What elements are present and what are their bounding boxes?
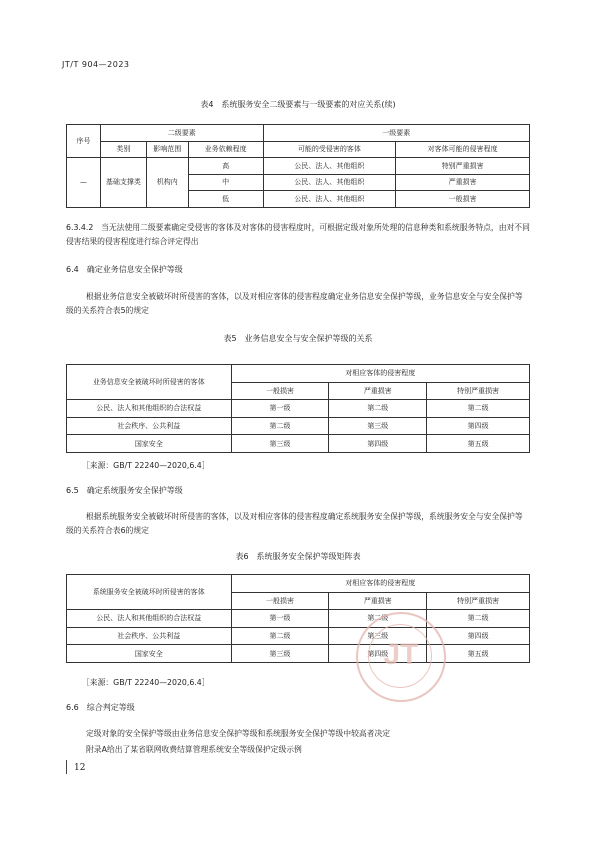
table5-cell: 第三级 xyxy=(329,417,427,435)
doc-id-header: JT/T 904—2023 xyxy=(62,60,130,69)
table4-cell-object: 公民、法人、其他组织 xyxy=(263,174,396,191)
table4-header-seq: 序号 xyxy=(67,125,101,158)
table6-cell: 第二级 xyxy=(427,610,530,628)
table4-cell-object: 公民、法人、其他组织 xyxy=(263,158,396,175)
table5-header-level: 严重损害 xyxy=(329,382,427,400)
table5-header-level: 特别严重损害 xyxy=(427,382,530,400)
table4-row-category: 基础支撑类 xyxy=(100,158,146,208)
table6-cell: 第四级 xyxy=(427,627,530,645)
table4-header-scope: 影响范围 xyxy=(146,141,188,158)
table5-cell: 第四级 xyxy=(427,417,530,435)
table6-cell: 第五级 xyxy=(427,645,530,663)
table6-header-object: 系统服务安全被破坏时所侵害的客体 xyxy=(67,575,232,610)
table4-header-level1: 一级要素 xyxy=(263,125,529,142)
section-6-5-title: 6.5 确定系统服务安全保护等级 xyxy=(66,486,183,495)
section-6-6-title: 6.6 综合判定等级 xyxy=(66,703,135,712)
paragraph-6-6-line1: 定级对象的安全保护等级由业务信息安全保护等级和系统服务安全保护等级中较高者决定 xyxy=(86,729,391,738)
section-6-4-title: 6.4 确定业务信息安全保护等级 xyxy=(66,265,183,274)
table6-cell: 第一级 xyxy=(231,610,329,628)
table4-header-dependency: 业务依赖程度 xyxy=(188,141,263,158)
table5-header-level: 一般损害 xyxy=(231,382,329,400)
paragraph-6-4: 根据业务信息安全被破坏时所侵害的客体，以及对相应客体的侵害程度确定业务信息安全保护等级，业务信息安全与安全保护等级的关系符合表5的规定 xyxy=(66,292,523,315)
table5-cell: 第二级 xyxy=(231,417,329,435)
table4-cell-harm: 特别严重损害 xyxy=(396,158,530,175)
table4-row-seq: — xyxy=(67,158,101,208)
table5-cell: 第三级 xyxy=(231,435,329,453)
table4-caption: 表4 系统服务安全二级要素与一级要素的对应关系(续) xyxy=(200,100,396,109)
table4-cell-harm: 一般损害 xyxy=(396,191,530,208)
table6-row-object: 公民、法人和其他组织的合法权益 xyxy=(67,610,232,628)
page-number-rule xyxy=(66,760,67,774)
table5-cell: 第四级 xyxy=(329,435,427,453)
watermark-stamp-text: JT xyxy=(383,638,419,671)
table5-row-object: 公民、法人和其他组织的合法权益 xyxy=(67,400,232,418)
table4 xyxy=(66,124,530,208)
table6-source: ［来源：GB/T 22240—2020,6.4］ xyxy=(82,678,210,687)
table4-cell-dependency: 高 xyxy=(188,158,263,175)
table4-cell-dependency: 中 xyxy=(188,174,263,191)
table5 xyxy=(66,364,530,453)
watermark-stamp xyxy=(356,612,446,702)
table5-header-harm: 对相应客体的侵害程度 xyxy=(231,365,529,383)
table6-cell: 第四级 xyxy=(329,645,427,663)
paragraph-6-3-4-2: 6.3.4.2 当无法使用二级要素确定受侵害的客体及对客体的侵害程度时，可根据定级对象所处理的信息种类和系统服务特点，由对不同侵害结果的侵害程度进行综合评定得出 xyxy=(66,223,530,246)
table4-row-scope: 机构内 xyxy=(146,158,188,208)
table5-row-object: 社会秩序、公共利益 xyxy=(67,417,232,435)
table6-cell: 第三级 xyxy=(231,645,329,663)
table6-cell: 第二级 xyxy=(329,610,427,628)
table6-cell: 第三级 xyxy=(329,627,427,645)
table5-cell: 第一级 xyxy=(231,400,329,418)
table6-row-object: 社会秩序、公共利益 xyxy=(67,627,232,645)
table6-header-harm: 对相应客体的侵害程度 xyxy=(231,575,529,593)
table4-header-object: 可能的受侵害的客体 xyxy=(263,141,396,158)
table5-caption: 表5 业务信息安全与安全保护等级的关系 xyxy=(223,334,373,343)
table6-header-level: 特别严重损害 xyxy=(427,592,530,610)
page-number: 12 xyxy=(74,763,86,773)
table6-caption: 表6 系统服务安全保护等级矩阵表 xyxy=(235,552,361,561)
table5-cell: 第五级 xyxy=(427,435,530,453)
table6-row-object: 国家安全 xyxy=(67,645,232,663)
table4-header-level2: 二级要素 xyxy=(100,125,263,142)
table4-cell-dependency: 低 xyxy=(188,191,263,208)
table5-source: ［来源：GB/T 22240—2020,6.4］ xyxy=(82,461,210,470)
table5-cell: 第二级 xyxy=(329,400,427,418)
table4-header-harm: 对客体可能的侵害程度 xyxy=(396,141,530,158)
table4-header-category: 类别 xyxy=(100,141,146,158)
table6 xyxy=(66,574,530,663)
table5-cell: 第二级 xyxy=(427,400,530,418)
table4-cell-harm: 严重损害 xyxy=(396,174,530,191)
paragraph-6-5: 根据系统服务安全被破坏时所侵害的客体，以及对相应客体的侵害程度确定系统服务安全保护等级，系统服务安全与安全保护等级的关系符合表6的规定 xyxy=(66,512,523,535)
table5-row-object: 国家安全 xyxy=(67,435,232,453)
paragraph-6-6-line2: 附录A给出了某省联网收费结算管理系统安全等级保护定级示例 xyxy=(86,745,302,754)
table6-cell: 第二级 xyxy=(231,627,329,645)
table6-header-level: 一般损害 xyxy=(231,592,329,610)
table5-header-object: 业务信息安全被破坏时所侵害的客体 xyxy=(67,365,232,400)
table4-cell-object: 公民、法人、其他组织 xyxy=(263,191,396,208)
table6-header-level: 严重损害 xyxy=(329,592,427,610)
